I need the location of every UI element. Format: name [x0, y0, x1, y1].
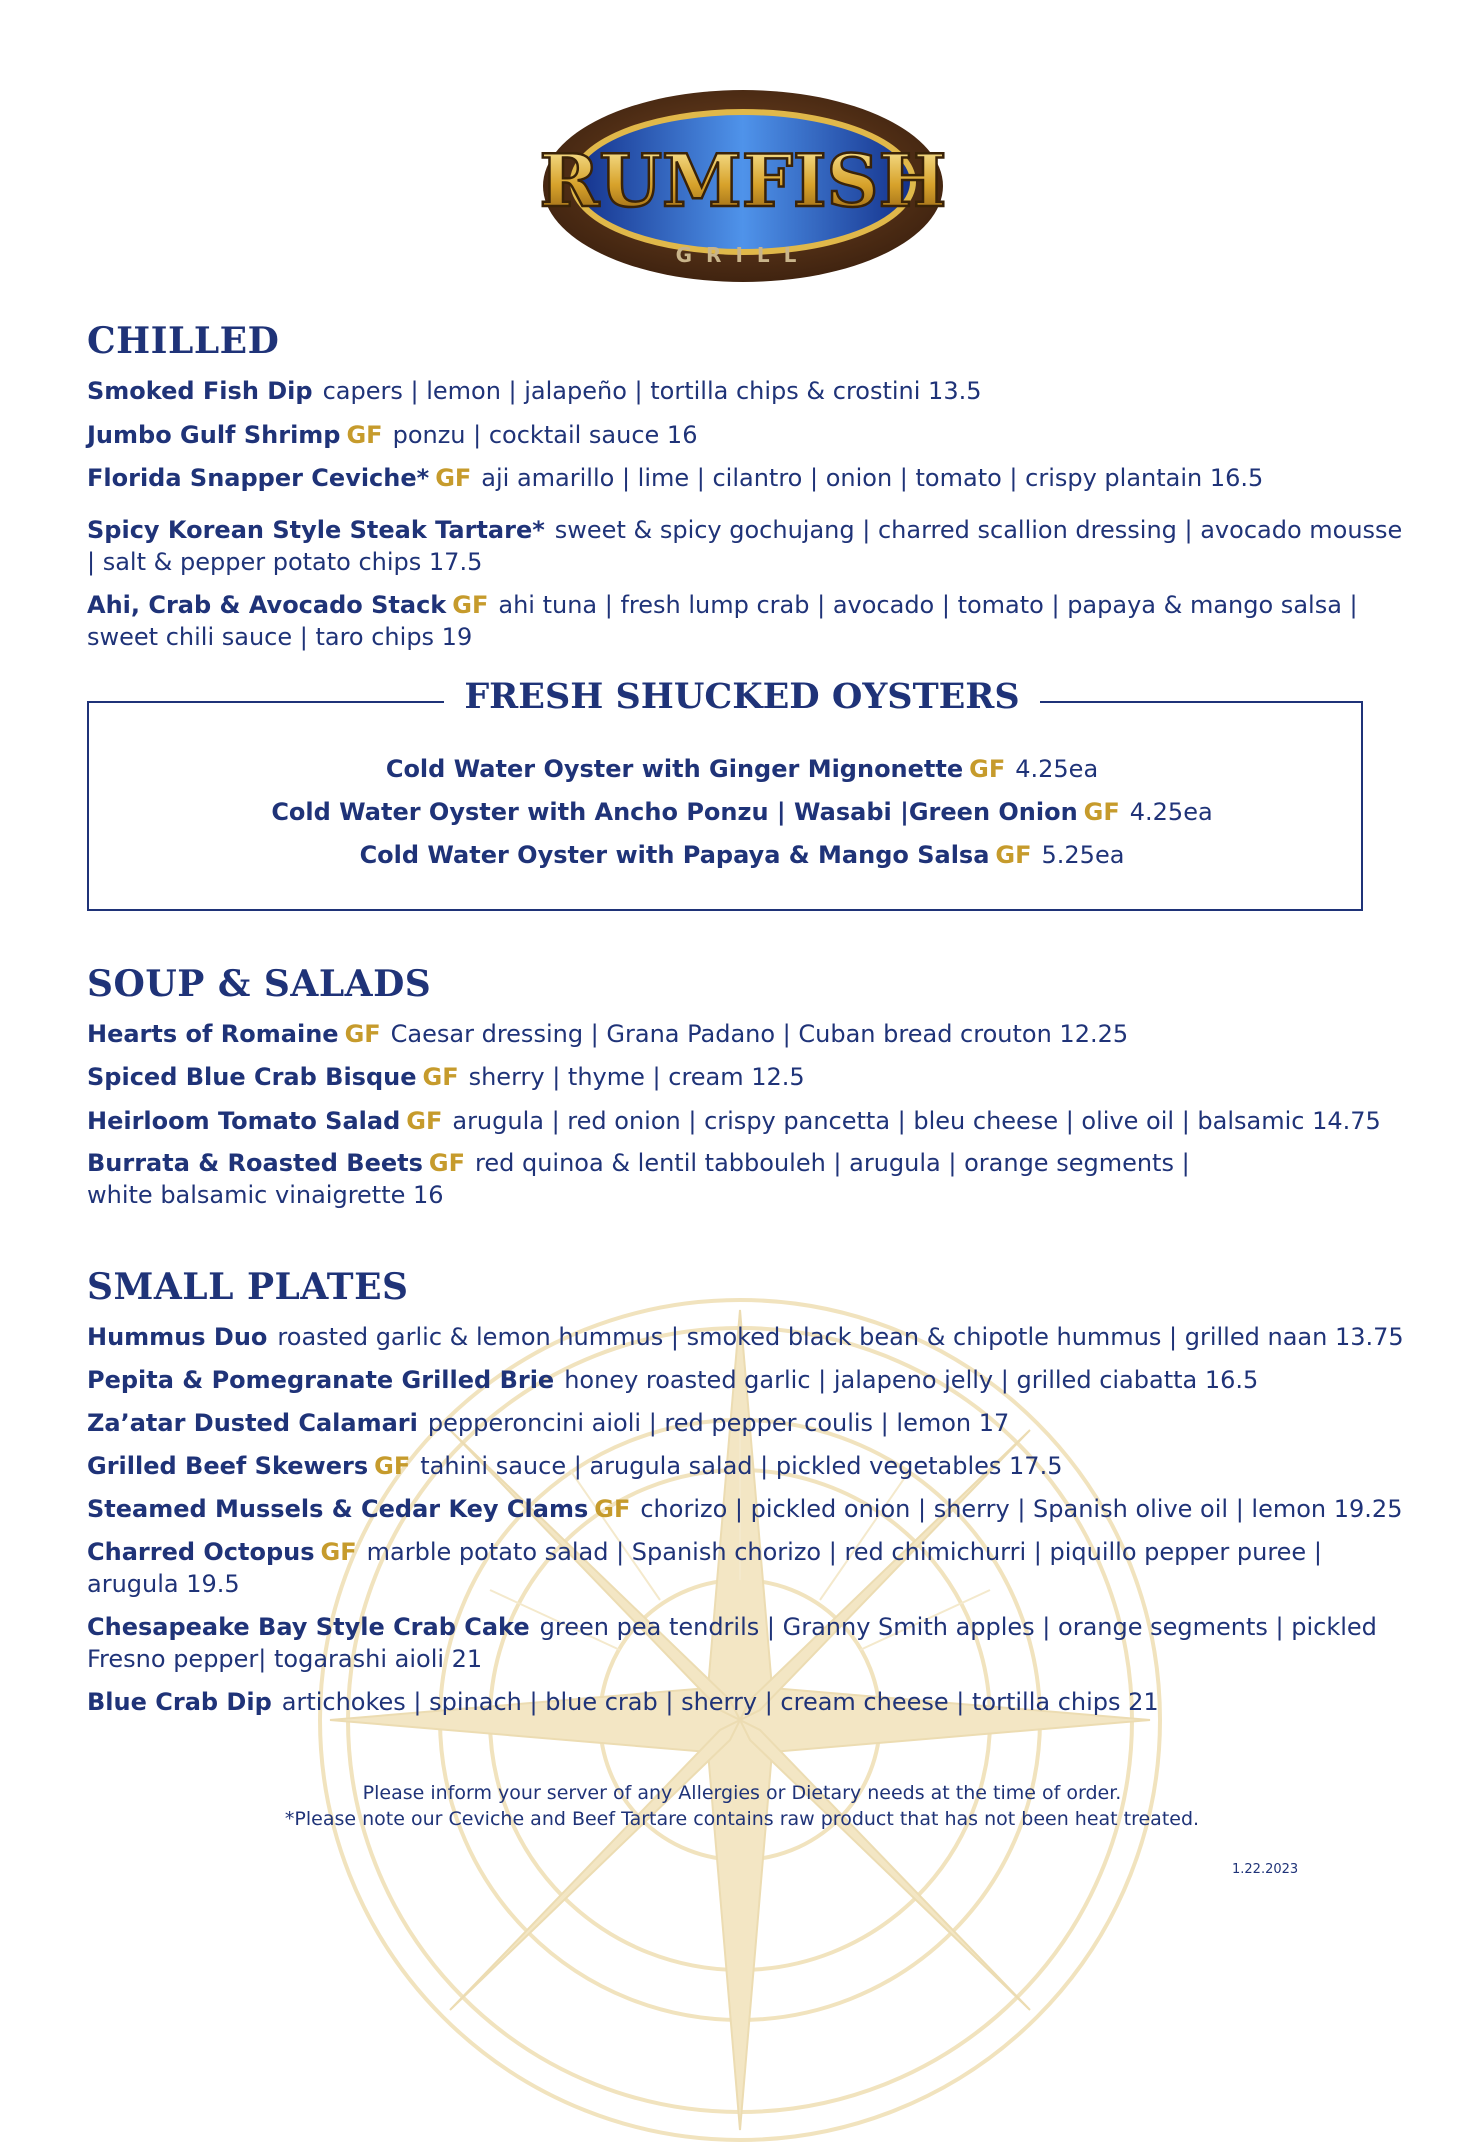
item-name: Chesapeake Bay Style Crab Cake — [87, 1613, 530, 1641]
item-price: 4.25ea — [1129, 798, 1213, 826]
item-name: Pepita & Pomegranate Grilled Brie — [87, 1366, 555, 1394]
item-description: capers | lemon | jalapeño | tortilla chips & crostini 13.5 — [322, 377, 982, 405]
oyster-item — [87, 796, 1397, 828]
item-name: Smoked Fish Dip — [87, 377, 313, 405]
oyster-item — [87, 839, 1397, 871]
item-name: Blue Crab Dip — [87, 1688, 272, 1716]
gluten-free-badge: GF — [428, 1149, 465, 1177]
oyster-item — [87, 753, 1397, 785]
item-price: 5.25ea — [1041, 841, 1125, 869]
item-name: Cold Water Oyster with Ginger Mignonette — [385, 755, 964, 783]
item-name: Hummus Duo — [87, 1323, 268, 1351]
menu-item — [87, 1061, 1417, 1093]
item-description: aji amarillo | lime | cilantro | onion | tomato | crispy plantain 16.5 — [481, 464, 1264, 492]
gluten-free-badge: GF — [374, 1452, 411, 1480]
menu-item — [87, 1321, 1417, 1353]
item-name: Florida Snapper Ceviche* — [87, 464, 430, 492]
menu-item — [87, 1018, 1417, 1050]
logo-subtitle: GRILL — [675, 243, 811, 267]
gluten-free-badge: GF — [346, 421, 383, 449]
menu-item — [87, 589, 1417, 653]
menu-item — [87, 1493, 1417, 1525]
item-description: ponzu | cocktail sauce 16 — [392, 421, 698, 449]
item-description: ahi tuna | fresh lump crab | avocado | tomato | papaya & mango salsa | sweet chili sauce | taro chips 19 — [87, 591, 1358, 651]
gluten-free-badge: GF — [1083, 798, 1120, 826]
item-description: red quinoa & lentil tabbouleh | arugula | orange segments | — [475, 1149, 1190, 1177]
item-name: Cold Water Oyster with Papaya & Mango Salsa — [359, 841, 990, 869]
menu-item — [87, 1147, 1417, 1211]
item-description: green pea tendrils | Granny Smith apples | orange segments | pickled Fresno pepper| togarashi aioli 21 — [87, 1613, 1377, 1673]
gluten-free-badge: GF — [435, 464, 472, 492]
section-title-small-plates: SMALL PLATES — [87, 1266, 409, 1308]
item-name: Hearts of Romaine — [87, 1020, 339, 1048]
gluten-free-badge: GF — [452, 591, 489, 619]
item-name: Heirloom Tomato Salad — [87, 1107, 401, 1135]
rumfish-logo — [526, 82, 960, 282]
gluten-free-badge: GF — [594, 1495, 631, 1523]
item-price: 4.25ea — [1015, 755, 1099, 783]
item-name: Jumbo Gulf Shrimp — [87, 421, 341, 449]
menu-date: 1.22.2023 — [1232, 1862, 1299, 1877]
item-name: Grilled Beef Skewers — [87, 1452, 369, 1480]
item-description: arugula | red onion | crispy pancetta | bleu cheese | olive oil | balsamic 14.75 — [452, 1107, 1381, 1135]
item-description: sweet & spicy gochujang | charred scallion dressing | avocado mousse | salt & pepper potato chips 17.5 — [87, 516, 1403, 576]
menu-item — [87, 1105, 1417, 1137]
raw-product-note: *Please note our Ceviche and Beef Tartare contains raw product that has not been heat treated. — [284, 1808, 1200, 1830]
item-description: pepperoncini aioli | red pepper coulis | lemon 17 — [427, 1409, 1010, 1437]
item-description: honey roasted garlic | jalapeno jelly | grilled ciabatta 16.5 — [564, 1366, 1259, 1394]
gluten-free-badge: GF — [406, 1107, 443, 1135]
item-name: Ahi, Crab & Avocado Stack — [87, 591, 447, 619]
menu-item — [87, 419, 1417, 451]
allergy-note: Please inform your server of any Allergies or Dietary needs at the time of order. — [362, 1782, 1122, 1804]
item-name: Spicy Korean Style Steak Tartare* — [87, 516, 545, 544]
section-title-oysters: FRESH SHUCKED OYSTERS — [444, 676, 1040, 717]
logo-wordmark: RUMFISH — [539, 138, 947, 223]
item-description: chorizo | pickled onion | sherry | Spanish olive oil | lemon 19.25 — [640, 1495, 1403, 1523]
item-name: Cold Water Oyster with Ancho Ponzu | Wasabi |Green Onion — [271, 798, 1078, 826]
menu-item — [87, 375, 1417, 407]
menu-item — [87, 1611, 1417, 1675]
menu-item — [87, 514, 1417, 578]
gluten-free-badge: GF — [344, 1020, 381, 1048]
item-description: roasted garlic & lemon hummus | smoked black bean & chipotle hummus | grilled naan 13.75 — [277, 1323, 1404, 1351]
item-description: artichokes | spinach | blue crab | sherry | cream cheese | tortilla chips 21 — [281, 1688, 1159, 1716]
menu-item — [87, 1536, 1417, 1600]
item-name: Za’atar Dusted Calamari — [87, 1409, 418, 1437]
menu-item — [87, 462, 1417, 494]
item-description: marble potato salad | Spanish chorizo | red chimichurri | piquillo pepper puree | arugula 19.5 — [87, 1538, 1322, 1598]
item-name: Burrata & Roasted Beets — [87, 1149, 423, 1177]
menu-item — [87, 1407, 1417, 1439]
item-description: Caesar dressing | Grana Padano | Cuban bread crouton 12.25 — [390, 1020, 1129, 1048]
menu-item — [87, 1450, 1417, 1482]
section-title-chilled: CHILLED — [87, 320, 280, 362]
gluten-free-badge: GF — [422, 1063, 459, 1091]
item-description: sherry | thyme | cream 12.5 — [468, 1063, 805, 1091]
item-description-continued: white balsamic vinaigrette 16 — [87, 1181, 444, 1209]
item-name: Steamed Mussels & Cedar Key Clams — [87, 1495, 589, 1523]
section-title-soup-salads: SOUP & SALADS — [87, 963, 432, 1005]
gluten-free-badge: GF — [320, 1538, 357, 1566]
menu-item — [87, 1364, 1417, 1396]
menu-item — [87, 1686, 1417, 1718]
item-name: Spiced Blue Crab Bisque — [87, 1063, 417, 1091]
item-name: Charred Octopus — [87, 1538, 315, 1566]
gluten-free-badge: GF — [995, 841, 1032, 869]
gluten-free-badge: GF — [969, 755, 1006, 783]
item-description: tahini sauce | arugula salad | pickled vegetables 17.5 — [420, 1452, 1063, 1480]
